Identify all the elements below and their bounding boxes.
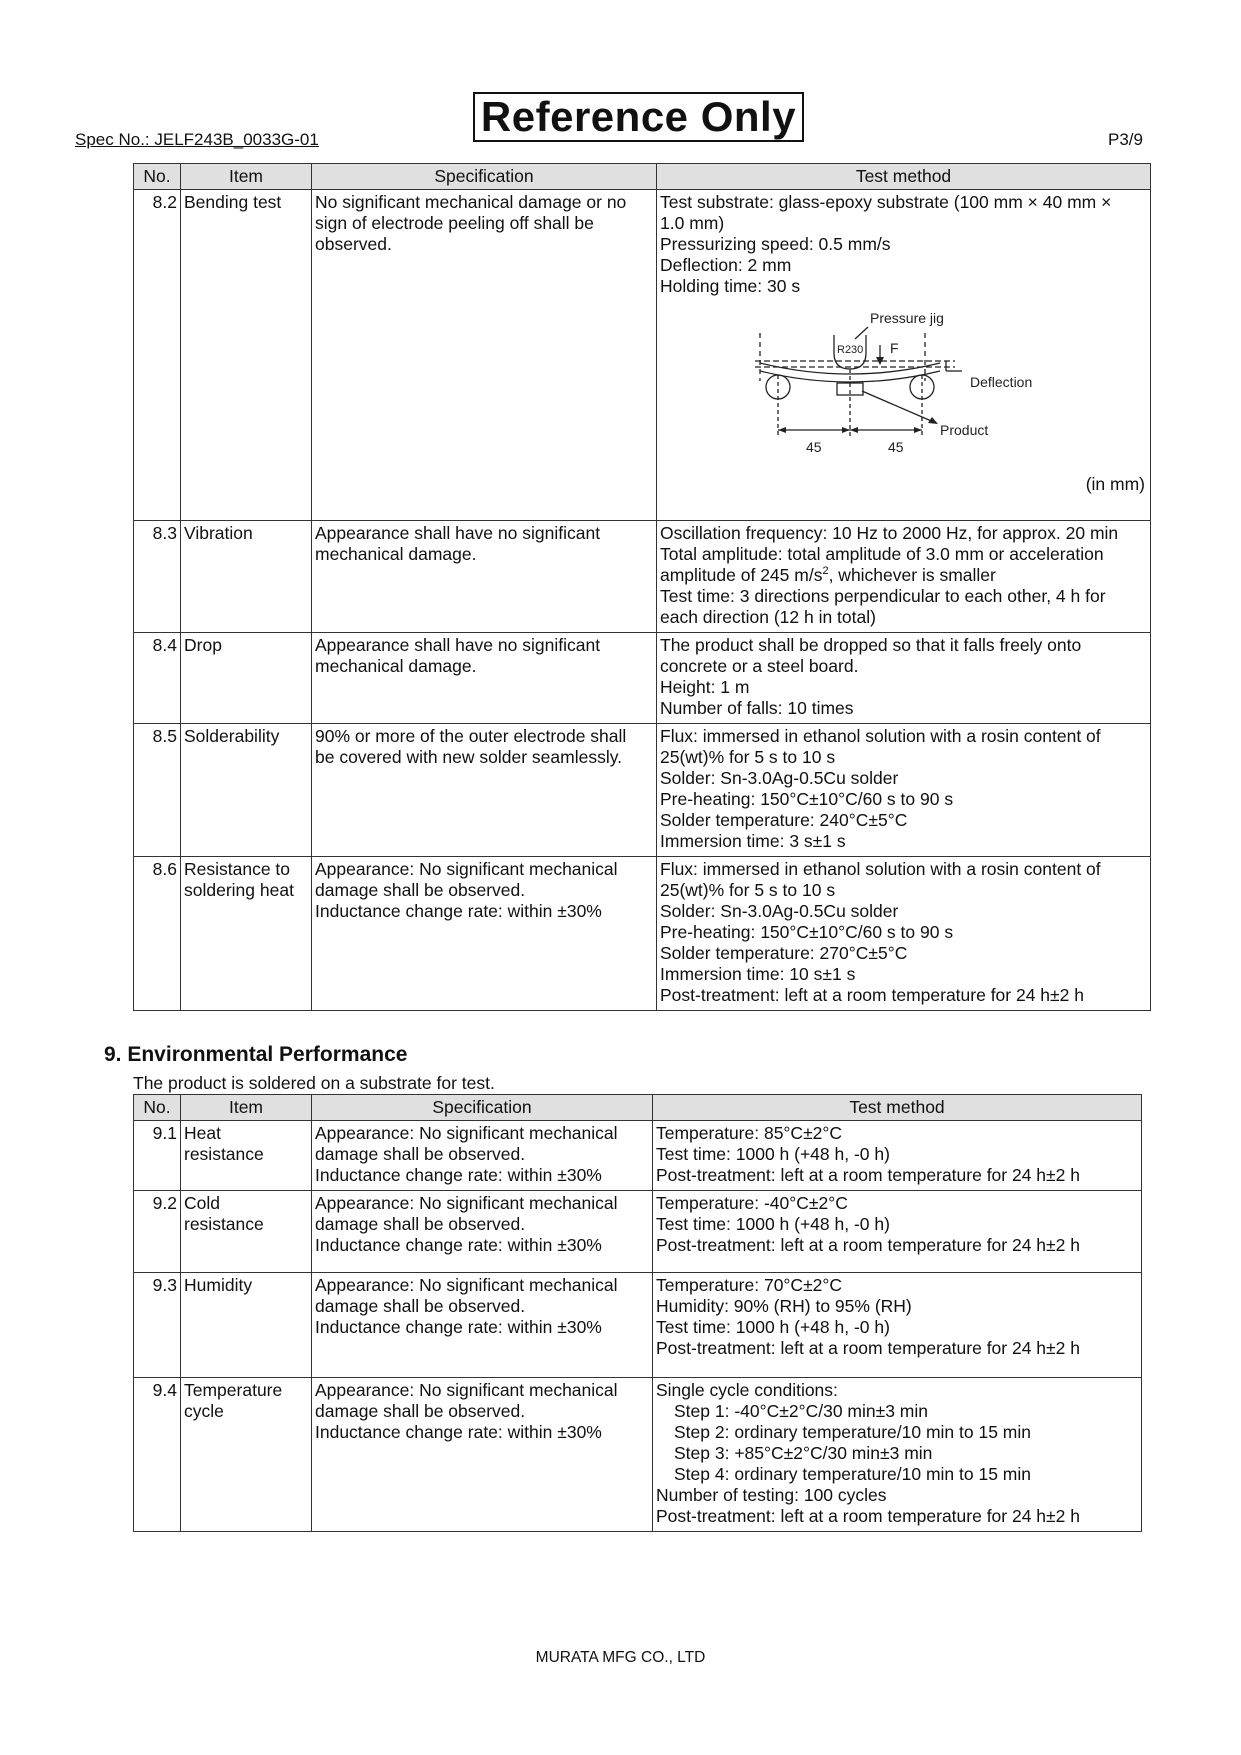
environmental-tests-table [133, 1094, 1142, 1532]
row-number: 8.6 [134, 857, 181, 1011]
bending-test-diagram [740, 305, 1070, 475]
row-test-method: Single cycle conditions: Step 1: -40°C±2°C/30 min±3 min Step 2: ordinary temperature/10 min to 15 min Step 3: +85°C±2°C/30 min±3 min Step 4: ordinary temperature/10 min to 15 min Number of testing: 100 cycles Post-treatment: left at a room temperature for 24 h±2 h [653, 1378, 1142, 1532]
row-item: Resistance to soldering heat [181, 857, 312, 1011]
table-row [134, 190, 1151, 521]
row-specification: 90% or more of the outer electrode shall be covered with new solder seamlessly. [312, 724, 657, 857]
product-label: Product [940, 422, 989, 438]
force-label: F [890, 340, 899, 356]
row-item: Solderability [181, 724, 312, 857]
row-test-method: Temperature: 85°C±2°C Test time: 1000 h (+48 h, -0 h) Post-treatment: left at a room temperature for 24 h±2 h [653, 1121, 1142, 1191]
row-specification: Appearance: No significant mechanical damage shall be observed. Inductance change rate: within ±30% [312, 1191, 653, 1273]
table-header-row [134, 1095, 1142, 1121]
row-test-method: Test substrate: glass-epoxy substrate (100 mm × 40 mm × 1.0 mm) Pressurizing speed: 0.5 mm/s Deflection: 2 mm Holding time: 30 s Pressure jig R230 F Deflection Product 45 45 (in mm) [657, 190, 1151, 521]
row-item: Temperature cycle [181, 1378, 312, 1532]
row-item: Heat resistance [181, 1121, 312, 1191]
table-header-row [134, 164, 1151, 190]
unit-label: (in mm) [1085, 474, 1145, 494]
row-specification: Appearance: No significant mechanical damage shall be observed. Inductance change rate: within ±30% [312, 1273, 653, 1378]
header-no: No. [134, 164, 181, 190]
row-test-method: Flux: immersed in ethanol solution with a rosin content of 25(wt)% for 5 s to 10 s Solder: Sn-3.0Ag-0.5Cu solder Pre-heating: 150°C±10°C/60 s to 90 s Solder temperature: 270°C±5°C Immersion time: 10 s±1 s Post-treatment: left at a room temperature for 24 h±2 h [657, 857, 1151, 1011]
dim-left-label: 45 [806, 439, 822, 455]
row-test-method: Oscillation frequency: 10 Hz to 2000 Hz, for approx. 20 min Total amplitude: total amplitude of 3.0 mm or acceleration amplitude of 245 $m/s^2$, whichever is smaller Test time: 3 directions perpendicular to each other, 4 h for each direction (12 h in total) [657, 521, 1151, 633]
row-number: 9.4 [134, 1378, 181, 1532]
section-title: 9. Environmental Performance [104, 1043, 408, 1066]
dim-right-label: 45 [888, 439, 904, 455]
table-row [134, 1378, 1142, 1532]
row-specification: Appearance: No significant mechanical damage shall be observed. Inductance change rate: within ±30% [312, 1121, 653, 1191]
spec-number: Spec No.: JELF243B_0033G-01 [75, 130, 319, 149]
mechanical-tests-table [133, 163, 1151, 1011]
page-number: P3/9 [1108, 130, 1143, 149]
pressure-jig-label: Pressure jig [870, 310, 944, 326]
table-row [134, 1121, 1142, 1191]
row-test-method: Flux: immersed in ethanol solution with a rosin content of 25(wt)% for 5 s to 10 s Solder: Sn-3.0Ag-0.5Cu solder Pre-heating: 150°C±10°C/60 s to 90 s Solder temperature: 240°C±5°C Immersion time: 3 s±1 s [657, 724, 1151, 857]
header-specification: Specification [312, 1095, 653, 1121]
row-specification: Appearance: No significant mechanical damage shall be observed. Inductance change rate: within ±30% [312, 857, 657, 1011]
reference-only-stamp: Reference Only [473, 92, 804, 142]
table-row [134, 1273, 1142, 1378]
row-specification: No significant mechanical damage or no sign of electrode peeling off shall be observed. [312, 190, 657, 521]
header-specification: Specification [312, 164, 657, 190]
row-specification: Appearance shall have no significant mechanical damage. [312, 633, 657, 724]
row-number: 8.5 [134, 724, 181, 857]
row-number: 8.2 [134, 190, 181, 521]
row-specification: Appearance: No significant mechanical damage shall be observed. Inductance change rate: within ±30% [312, 1378, 653, 1532]
row-item: Cold resistance [181, 1191, 312, 1273]
header-test-method: Test method [657, 164, 1151, 190]
r230-label: R230 [837, 344, 864, 356]
bending-test-figure [660, 297, 1147, 495]
header-no: No. [134, 1095, 181, 1121]
row-test-method: The product shall be dropped so that it falls freely onto concrete or a steel board. Height: 1 m Number of falls: 10 times [657, 633, 1151, 724]
row-item: Drop [181, 633, 312, 724]
row-item: Humidity [181, 1273, 312, 1378]
table-row [134, 633, 1151, 724]
row-number: 9.3 [134, 1273, 181, 1378]
table-row [134, 857, 1151, 1011]
row-item: Vibration [181, 521, 312, 633]
row-test-method: Temperature: -40°C±2°C Test time: 1000 h (+48 h, -0 h) Post-treatment: left at a room temperature for 24 h±2 h [653, 1191, 1142, 1273]
table-row [134, 521, 1151, 633]
row-number: 9.1 [134, 1121, 181, 1191]
row-number: 9.2 [134, 1191, 181, 1273]
footer-company: MURATA MFG CO., LTD [535, 1649, 706, 1666]
deflection-label: Deflection [970, 374, 1033, 390]
header-item: Item [181, 1095, 312, 1121]
row-test-method: Temperature: 70°C±2°C Humidity: 90% (RH) to 95% (RH) Test time: 1000 h (+48 h, -0 h) Post-treatment: left at a room temperature for 24 h±2 h [653, 1273, 1142, 1378]
table-row [134, 724, 1151, 857]
header-item: Item [181, 164, 312, 190]
header-test-method: Test method [653, 1095, 1142, 1121]
row-specification: Appearance shall have no significant mechanical damage. [312, 521, 657, 633]
table-row [134, 1191, 1142, 1273]
row-number: 8.4 [134, 633, 181, 724]
row-number: 8.3 [134, 521, 181, 633]
row-item: Bending test [181, 190, 312, 521]
section-note: The product is soldered on a substrate for test. [133, 1073, 495, 1093]
